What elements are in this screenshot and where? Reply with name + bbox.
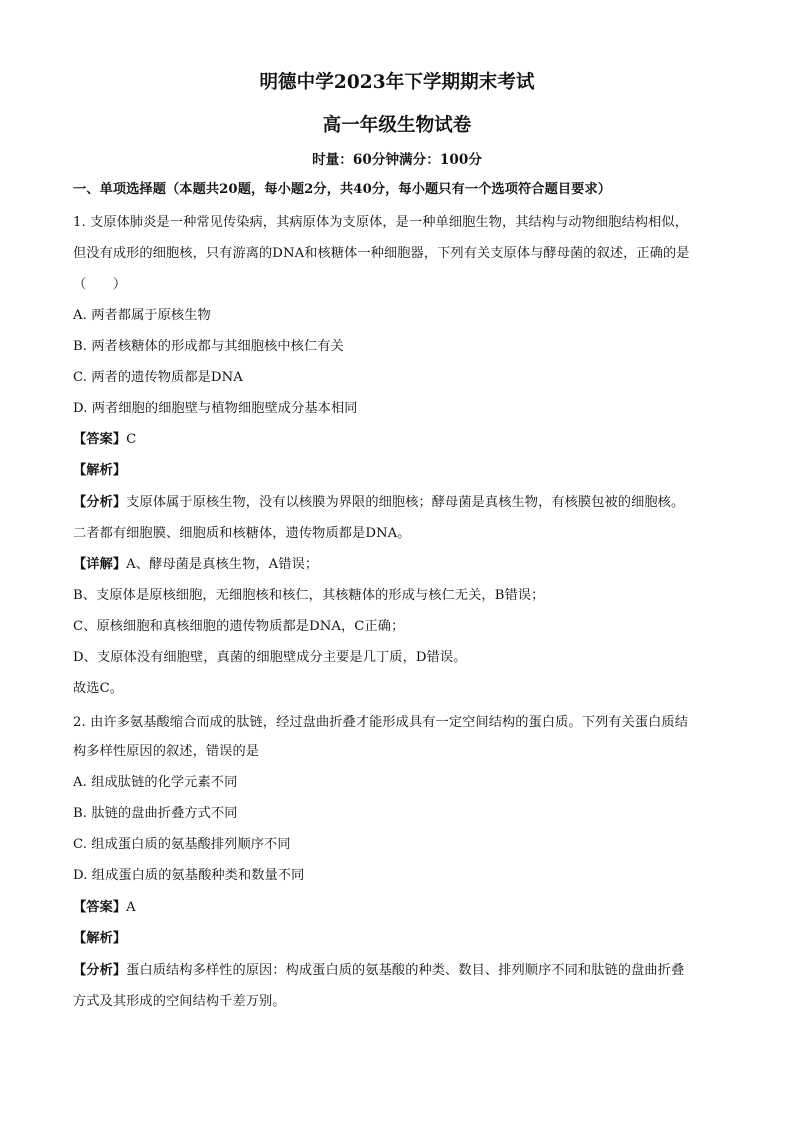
q1-stem-line-3: （ ）	[73, 277, 127, 292]
q1-option-a: A. 两者都属于原核生物	[73, 308, 211, 323]
q2-option-d: D. 组成蛋白质的氨基酸种类和数量不同	[73, 868, 305, 883]
exam-title: 明德中学2023年下学期期末考试	[259, 72, 535, 93]
detail-line-1: A、酵母菌是真核生物，A错误；	[126, 557, 319, 572]
fenxi-text: 蛋白质结构多样性的原因：构成蛋白质的氨基酸的种类、数目、排列顺序不同和肽链的盘曲折叠	[126, 963, 685, 978]
section-heading: 一、单项选择题（本题共20题，每小题2分，共40分，每小题只有一个选项符合题目要求）	[73, 182, 612, 197]
q1-option-b: B. 两者核糖体的形成都与其细胞核中核仁有关	[73, 339, 344, 354]
q1-detail-line-2: B、支原体是原核细胞，无细胞核和核仁，其核糖体的形成与核仁无关，B错误；	[73, 588, 545, 603]
q1-fenxi-line-2: 二者都有细胞膜、细胞质和核糖体，遗传物质都是DNA。	[73, 526, 411, 541]
answer-tag: 【答案】	[73, 432, 127, 447]
q2-fenxi	[73, 961, 734, 981]
exam-subtitle: 高一年级生物试卷	[322, 115, 472, 136]
fenxi-tag: 【分析】	[73, 495, 127, 510]
q1-analysis-tag: 【解析】	[73, 463, 127, 478]
q2-option-b: B. 肽链的盘曲折叠方式不同	[73, 806, 238, 821]
detail-tag: 【详解】	[73, 557, 127, 572]
q2-analysis-tag: 【解析】	[73, 931, 127, 946]
answer-tag: 【答案】	[73, 900, 127, 915]
q1-stem-line-1: 1. 支原体肺炎是一种常见传染病，其病原体为支原体，是一种单细胞生物，其结构与动物细胞结构相似，	[73, 215, 689, 230]
q1-stem-line-2: 但没有成形的细胞核，只有游离的DNA和核糖体一种细胞器，下列有关支原体与酵母菌的叙述，正确的是	[73, 246, 690, 261]
q1-answer	[73, 430, 734, 450]
q1-detail	[73, 555, 734, 575]
exam-meta: 时量：60分钟满分：100分	[312, 152, 482, 168]
q2-option-a: A. 组成肽链的化学元素不同	[73, 775, 238, 790]
answer-value: A	[126, 900, 136, 915]
q1-option-c: C. 两者的遗传物质都是DNA	[73, 370, 243, 385]
fenxi-tag: 【分析】	[73, 963, 127, 978]
q2-answer	[73, 898, 734, 918]
fenxi-text: 支原体属于原核生物，没有以核膜为界限的细胞核；酵母菌是真核生物，有核膜包被的细胞核。	[126, 495, 685, 510]
q2-stem-line-2: 构多样性原因的叙述，错误的是	[73, 744, 260, 759]
q1-detail-line-3: C、原核细胞和真核细胞的遗传物质都是DNA，C正确；	[73, 619, 405, 634]
q2-stem-line-1: 2. 由许多氨基酸缩合而成的肽链，经过盘曲折叠才能形成具有一定空间结构的蛋白质。下列有关蛋白质结	[73, 715, 689, 730]
q1-conclusion: 故选C。	[73, 681, 124, 696]
q1-fenxi	[73, 493, 734, 513]
q2-option-c: C. 组成蛋白质的氨基酸排列顺序不同	[73, 837, 291, 852]
q1-detail-line-4: D、支原体没有细胞壁，真菌的细胞壁成分主要是几丁质，D错误。	[73, 650, 467, 665]
q2-fenxi-line-2: 方式及其形成的空间结构千差万别。	[73, 994, 286, 1009]
q1-option-d: D. 两者细胞的细胞壁与植物细胞壁成分基本相同	[73, 401, 358, 416]
answer-value: C	[126, 432, 137, 447]
